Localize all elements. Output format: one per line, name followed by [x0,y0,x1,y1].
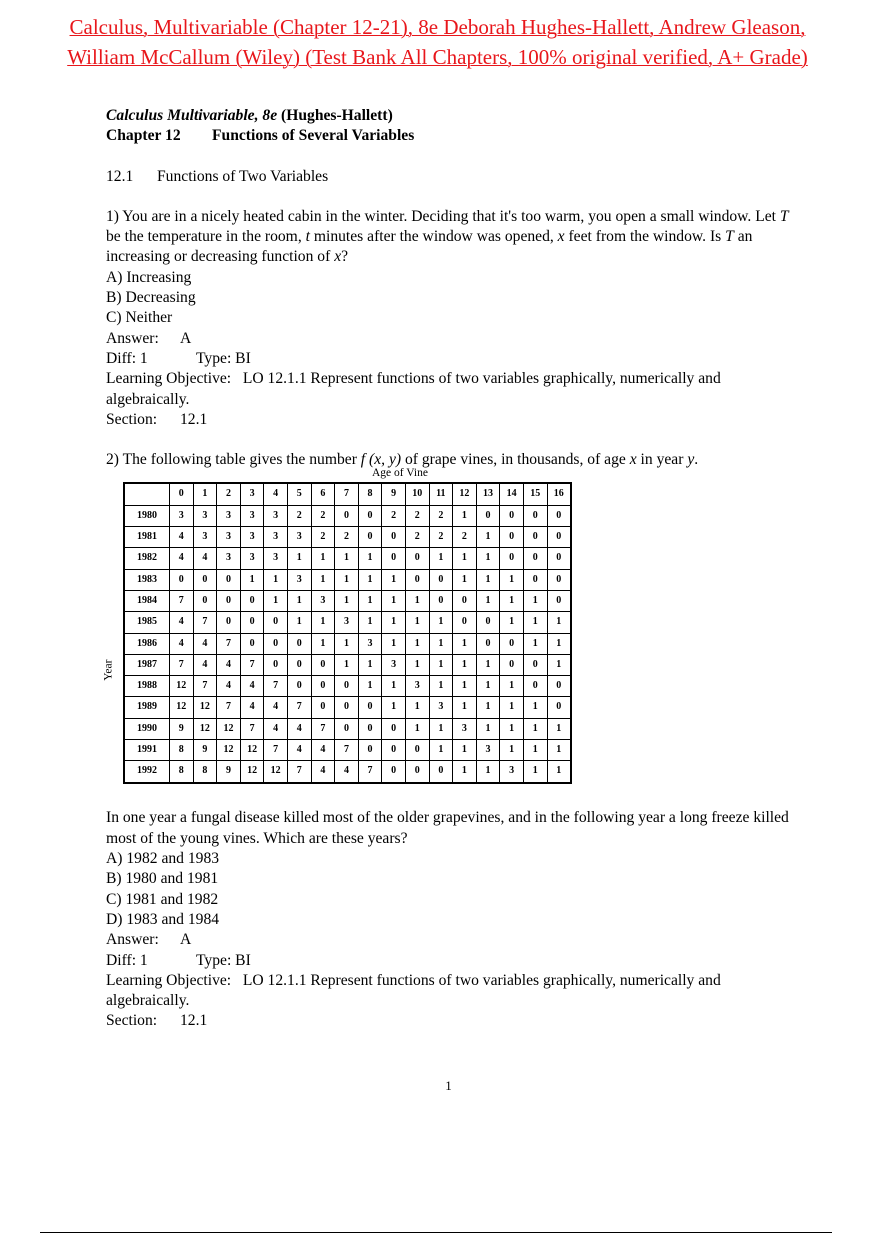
table-cell: 1 [523,612,547,633]
age-of-vine-label: Age of Vine [372,467,428,480]
table-cell: 1 [382,590,406,611]
table-row [124,697,571,718]
table-cell: 7 [358,761,382,783]
table-cell: 0 [335,697,359,718]
table-cell: 8 [193,761,217,783]
table-cell: 0 [217,569,241,590]
table-cell: 2 [453,527,477,548]
table-cell: 0 [358,740,382,761]
age-column-header: 11 [429,483,453,505]
table-cell: 2 [311,505,335,526]
table-cell: 0 [193,590,217,611]
table-cell: 0 [500,548,524,569]
table-cell: 3 [240,527,264,548]
table-cell: 0 [240,590,264,611]
table-cell: 1 [358,676,382,697]
table-cell: 1 [405,612,429,633]
table-cell: 7 [335,740,359,761]
table-cell: 12 [193,718,217,739]
table-cell: 12 [264,761,288,783]
table-cell: 2 [429,527,453,548]
table-cell: 1 [523,718,547,739]
year-row-header: 1988 [124,676,170,697]
table-cell: 4 [264,718,288,739]
year-row-header: 1980 [124,505,170,526]
table-cell: 0 [523,527,547,548]
table-cell: 1 [429,740,453,761]
table-cell: 4 [217,654,241,675]
year-row-header: 1985 [124,612,170,633]
table-cell: 1 [429,676,453,697]
table-cell: 1 [547,612,571,633]
table-cell: 1 [476,548,500,569]
year-row-header: 1984 [124,590,170,611]
page-content [102,106,796,1032]
table-cell: 7 [170,590,194,611]
table-cell: 1 [476,697,500,718]
table-cell: 1 [500,718,524,739]
table-cell: 0 [405,761,429,783]
table-cell: 9 [217,761,241,783]
table-cell: 1 [358,548,382,569]
table-cell: 0 [264,633,288,654]
table-cell: 1 [453,569,477,590]
question-1-learning-objective: Learning Objective: LO 12.1.1 Represent functions of two variables graphically, numerically and algebraically. [106,370,721,408]
table-cell: 1 [335,633,359,654]
table-cell: 7 [170,654,194,675]
table-cell: 1 [500,612,524,633]
age-column-header: 13 [476,483,500,505]
table-cell: 1 [264,590,288,611]
table-cell: 2 [405,505,429,526]
table-cell: 1 [500,569,524,590]
age-column-header: 12 [453,483,477,505]
table-cell: 0 [240,612,264,633]
table-cell: 3 [264,505,288,526]
table-cell: 1 [547,740,571,761]
table-cell: 7 [240,718,264,739]
table-cell: 1 [429,654,453,675]
table-cell: 12 [170,676,194,697]
table-cell: 4 [170,612,194,633]
table-cell: 0 [335,676,359,697]
table-cell: 7 [287,697,311,718]
table-cell: 1 [500,697,524,718]
table-cell: 3 [287,569,311,590]
table-cell: 4 [170,548,194,569]
table-cell: 0 [382,527,406,548]
table-cell: 0 [523,505,547,526]
age-column-header: 14 [500,483,524,505]
table-cell: 4 [335,761,359,783]
table-cell: 0 [335,718,359,739]
question-1-diff-type: Diff: 1 Type: BI [106,349,251,367]
table-cell: 0 [405,740,429,761]
table-cell: 0 [405,548,429,569]
table-cell: 1 [453,505,477,526]
table-cell: 1 [547,654,571,675]
book-title: Calculus Multivariable, 8e (Hughes-Hallett) [106,107,393,124]
document-banner [10,12,865,72]
year-row-header: 1986 [124,633,170,654]
question-2-diff-type: Diff: 1 Type: BI [106,951,251,969]
table-cell: 0 [500,505,524,526]
table-cell: 3 [193,505,217,526]
table-cell: 1 [358,654,382,675]
table-cell: 0 [429,590,453,611]
table-cell: 0 [429,569,453,590]
age-column-header: 4 [264,483,288,505]
table-cell: 0 [453,590,477,611]
year-row-header: 1981 [124,527,170,548]
grape-vine-table [123,482,572,783]
question-2-followup: In one year a fungal disease killed most of the older grapevines, and in the following year a long freeze killed most of the young vines. Which are these years? [106,809,789,847]
table-corner [124,483,170,505]
table-cell: 0 [382,718,406,739]
age-column-header: 2 [217,483,241,505]
table-row [124,505,571,526]
table-row [124,612,571,633]
table-cell: 1 [287,590,311,611]
question-1-option-a: A) Increasing [106,268,192,286]
table-cell: 0 [287,676,311,697]
table-cell: 0 [264,654,288,675]
table-cell: 4 [311,740,335,761]
table-cell: 4 [193,654,217,675]
chapter-heading: Chapter 12 Functions of Several Variables [106,127,415,145]
table-cell: 1 [358,569,382,590]
question-1-section: Section: 12.1 [106,410,208,428]
table-cell: 9 [193,740,217,761]
table-cell: 3 [264,548,288,569]
age-column-header: 10 [405,483,429,505]
table-cell: 7 [240,654,264,675]
table-cell: 2 [335,527,359,548]
table-cell: 12 [193,697,217,718]
table-cell: 1 [287,612,311,633]
table-cell: 0 [429,761,453,783]
table-cell: 7 [311,718,335,739]
table-cell: 8 [170,761,194,783]
table-row [124,548,571,569]
year-row-header: 1991 [124,740,170,761]
table-cell: 1 [453,548,477,569]
age-column-header: 0 [170,483,194,505]
table-cell: 0 [382,761,406,783]
question-2-answer: Answer: A [106,931,192,949]
table-cell: 1 [311,548,335,569]
table-cell: 0 [476,612,500,633]
table-row [124,761,571,783]
age-column-header: 5 [287,483,311,505]
table-cell: 1 [311,612,335,633]
table-cell: 1 [476,761,500,783]
table-cell: 1 [523,740,547,761]
year-row-header: 1990 [124,718,170,739]
table-cell: 1 [523,590,547,611]
table-cell: 2 [311,527,335,548]
table-cell: 1 [500,740,524,761]
question-2-option-c: C) 1981 and 1982 [106,890,219,908]
table-cell: 4 [193,633,217,654]
table-cell: 3 [264,527,288,548]
table-cell: 0 [547,505,571,526]
table-cell: 1 [476,527,500,548]
table-cell: 3 [405,676,429,697]
table-cell: 1 [382,633,406,654]
question-2-section: Section: 12.1 [106,1012,208,1030]
table-cell: 12 [170,697,194,718]
table-cell: 0 [500,654,524,675]
question-1-option-c: C) Neither [106,309,173,327]
table-row [124,654,571,675]
table-row [124,527,571,548]
table-cell: 1 [453,633,477,654]
table-cell: 1 [476,676,500,697]
table-cell: 12 [240,740,264,761]
year-axis-label: Year [102,660,115,682]
table-cell: 3 [217,505,241,526]
table-cell: 0 [358,718,382,739]
table-cell: 1 [453,676,477,697]
table-cell: 1 [429,718,453,739]
age-column-header: 3 [240,483,264,505]
table-cell: 1 [240,569,264,590]
table-cell: 0 [453,612,477,633]
table-cell: 3 [193,527,217,548]
table-cell: 1 [311,569,335,590]
table-cell: 4 [240,697,264,718]
table-cell: 1 [476,654,500,675]
table-cell: 3 [500,761,524,783]
table-cell: 1 [382,697,406,718]
table-cell: 0 [547,548,571,569]
table-cell: 0 [523,676,547,697]
table-cell: 1 [287,548,311,569]
table-cell: 1 [500,590,524,611]
table-cell: 1 [358,612,382,633]
table-cell: 12 [240,761,264,783]
table-cell: 2 [382,505,406,526]
table-cell: 1 [405,697,429,718]
table-cell: 3 [287,527,311,548]
table-cell: 1 [523,633,547,654]
table-cell: 1 [358,590,382,611]
table-cell: 4 [170,633,194,654]
age-column-header: 15 [523,483,547,505]
table-cell: 0 [217,612,241,633]
table-cell: 2 [287,505,311,526]
table-cell: 0 [547,676,571,697]
question-2-learning-objective: Learning Objective: LO 12.1.1 Represent functions of two variables graphically, numerically and algebraically. [106,971,721,1010]
question-2-option-a: A) 1982 and 1983 [106,850,220,868]
table-cell: 0 [358,527,382,548]
table-cell: 1 [335,590,359,611]
table-cell: 7 [264,676,288,697]
table-row [124,718,571,739]
question-1-text: 1) You are in a nicely heated cabin in the winter. Deciding that it's too warm, you open a small window. Let T be the temperature in the room, t minutes after the window was opened, x feet from the window. Is T an increasing or decreasing function of x? [106,207,789,266]
table-cell: 3 [476,740,500,761]
table-cell: 4 [240,676,264,697]
table-row [124,633,571,654]
table-cell: 12 [217,718,241,739]
table-cell: 1 [382,612,406,633]
table-cell: 0 [311,697,335,718]
table-cell: 4 [193,548,217,569]
year-row-header: 1982 [124,548,170,569]
table-cell: 2 [429,505,453,526]
table-cell: 1 [264,569,288,590]
age-column-header: 1 [193,483,217,505]
table-cell: 1 [453,654,477,675]
table-cell: 1 [382,676,406,697]
table-cell: 3 [217,527,241,548]
table-cell: 1 [453,761,477,783]
question-1-option-b: B) Decreasing [106,289,196,307]
banner-line-1: Calculus, Multivariable (Chapter 12-21), 8e Deborah Hughes-Hallett, Andrew Gleason, [69,15,806,39]
table-cell: 1 [476,718,500,739]
table-header-row [124,483,571,505]
table-cell: 3 [170,505,194,526]
year-row-header: 1987 [124,654,170,675]
page-number: 1 [445,1078,452,1093]
table-cell: 3 [358,633,382,654]
table-cell: 1 [453,740,477,761]
table-cell: 0 [193,569,217,590]
table-cell: 2 [405,527,429,548]
table-cell: 0 [358,697,382,718]
table-cell: 3 [429,697,453,718]
table-cell: 7 [217,697,241,718]
table-cell: 1 [523,761,547,783]
age-column-header: 8 [358,483,382,505]
table-cell: 0 [547,527,571,548]
table-row [124,676,571,697]
question-2-option-d: D) 1983 and 1984 [106,910,220,928]
table-cell: 4 [217,676,241,697]
table-cell: 0 [358,505,382,526]
table-cell: 1 [453,697,477,718]
question-2-text: 2) The following table gives the number f (x, y) of grape vines, in thousands, of age x in year y. [106,451,699,469]
table-cell: 1 [429,548,453,569]
table-cell: 3 [335,612,359,633]
table-cell: 0 [476,633,500,654]
table-cell: 0 [523,548,547,569]
table-cell: 0 [523,654,547,675]
year-row-header: 1992 [124,761,170,783]
table-cell: 1 [335,654,359,675]
table-cell: 0 [476,505,500,526]
table-row [124,569,571,590]
table-cell: 3 [240,505,264,526]
table-row [124,740,571,761]
table-cell: 0 [287,633,311,654]
table-cell: 0 [335,505,359,526]
year-row-header: 1989 [124,697,170,718]
table-cell: 1 [382,569,406,590]
table-cell: 0 [382,548,406,569]
grape-vine-table-figure [102,467,646,800]
table-cell: 1 [405,718,429,739]
table-cell: 12 [217,740,241,761]
table-cell: 3 [311,590,335,611]
table-cell: 7 [287,761,311,783]
table-cell: 0 [264,612,288,633]
table-cell: 3 [240,548,264,569]
table-cell: 3 [453,718,477,739]
table-cell: 1 [311,633,335,654]
table-cell: 0 [547,569,571,590]
table-cell: 3 [217,548,241,569]
table-cell: 9 [170,718,194,739]
table-cell: 0 [170,569,194,590]
table-cell: 7 [193,612,217,633]
table-cell: 1 [547,761,571,783]
section-heading: 12.1 Functions of Two Variables [106,167,329,185]
table-cell: 4 [170,527,194,548]
table-cell: 7 [193,676,217,697]
table-cell: 1 [335,548,359,569]
table-cell: 1 [405,633,429,654]
table-cell: 0 [287,654,311,675]
table-cell: 0 [500,633,524,654]
table-cell: 1 [429,633,453,654]
age-column-header: 7 [335,483,359,505]
age-column-header: 9 [382,483,406,505]
table-cell: 0 [405,569,429,590]
table-cell: 7 [264,740,288,761]
table-cell: 1 [547,633,571,654]
table-cell: 0 [547,590,571,611]
table-cell: 1 [523,697,547,718]
table-cell: 0 [500,527,524,548]
table-cell: 8 [170,740,194,761]
table-cell: 0 [240,633,264,654]
table-cell: 4 [287,740,311,761]
table-cell: 4 [264,697,288,718]
table-cell: 1 [547,718,571,739]
footer-divider [40,1232,832,1233]
table-cell: 7 [217,633,241,654]
question-2-option-b: B) 1980 and 1981 [106,870,219,888]
banner-line-2: William McCallum (Wiley) (Test Bank All Chapters, 100% original verified, A+ Grade) [67,45,808,69]
table-cell: 0 [311,654,335,675]
table-cell: 1 [476,590,500,611]
table-cell: 3 [382,654,406,675]
table-cell: 1 [500,676,524,697]
table-cell: 1 [405,654,429,675]
table-cell: 1 [405,590,429,611]
age-column-header: 16 [547,483,571,505]
table-cell: 0 [311,676,335,697]
table-row [124,590,571,611]
table-cell: 4 [311,761,335,783]
question-1-answer: Answer: A [106,329,192,347]
table-cell: 1 [429,612,453,633]
table-cell: 1 [476,569,500,590]
table-cell: 0 [547,697,571,718]
table-cell: 4 [287,718,311,739]
age-column-header: 6 [311,483,335,505]
table-cell: 0 [523,569,547,590]
table-cell: 0 [382,740,406,761]
year-row-header: 1983 [124,569,170,590]
table-cell: 1 [335,569,359,590]
table-cell: 0 [217,590,241,611]
